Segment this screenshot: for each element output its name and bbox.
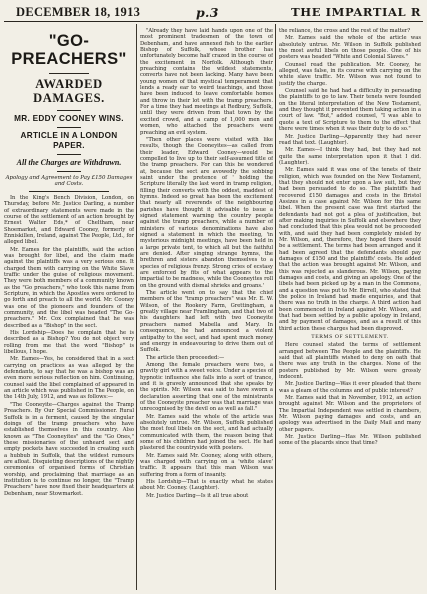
body-paragraph: the reliance, the cross and the rest of the matter? bbox=[279, 28, 411, 34]
column-1 bbox=[4, 28, 134, 590]
column-2 bbox=[140, 28, 273, 590]
headline: "GO-PREACHERS" bbox=[11, 32, 127, 68]
body-paragraph: Mr. Eames said Mr. Cooney, along with others, was charged with carrying on a 'white slave' traffic. It appears that this man Wilson was suffering from a form of insanity. bbox=[140, 452, 273, 478]
body-paragraph: The article went on to say that the chief members of the "tramp preachers" was Mr. E. W. Wilson, of the Rookery Farm, Grettingham, a greatly village near Framlingham, and that two of his daughters had left with two Cooneyite preachers named Mabella and Mary. In consequence, he had announced a violent antipathy to the sect, and had spent much money and energy in endeavouring to drive them out of Suffolk. bbox=[140, 290, 273, 354]
page-mark: p.3 bbox=[196, 5, 219, 20]
body-paragraph: In the King's Bench Division, London, on Thursday, before Mr. Justice Darling, a number of extraordinary statements were made in the course of the settlement of an action brought by Ernest Walter Eds,* of Cheltham, near Shoemarket, and Edward Cooney, formerly of Enniskillen, Ireland, against The People, Ltd., for alleged libel. bbox=[4, 194, 134, 246]
subheadline: AWARDED DAMAGES. bbox=[33, 77, 105, 105]
body-paragraph: Among the female preachers were two, a gravity girl with a sweet voice. Under a species of hypnotic influence she falls into a sort of trance, and it is gravely announced that she speaks by the spirits. Mr. Wilson was said to have sworn a declaration asserting that one of the ministrants of the Cooneyite preacher was that marriage was unrecognised by the devil on as well as fall." bbox=[140, 361, 273, 413]
headline-rule bbox=[49, 73, 89, 74]
deck-line-3: All the Charges are Withdrawn. bbox=[16, 158, 122, 167]
body-paragraph: The article then proceeded:— bbox=[146, 354, 225, 361]
body-paragraph: Mr. Justice Darling—Apparently they had never read that text. (Laughter). bbox=[279, 133, 421, 146]
deck-rule bbox=[57, 171, 81, 172]
body-paragraph: Here counsel stated the terms of settlement arranged between The People and the plaintiffs. He said that all plaintiffs wished to deny on oath that there was any truth in the charges. None of the posters published by Mr. Wilson were grossly indecent. bbox=[279, 342, 421, 380]
body-paragraph: Mr. Eames—Yes, he considered that in a sect carrying on practices as was alleged by the defendants, to say that he was a bishop was an even more serious reflection on him. Continuing, counsel said the libel complained of appeared in an article which was published in The People, on the 14th July, 1912, and was as follows:— bbox=[4, 356, 134, 401]
masthead-rule bbox=[4, 21, 423, 22]
summary-note: Apology and Agreement to Pay £150 Damages and Costs. bbox=[5, 175, 133, 188]
deck-line-1: MR. EDDY COONEY WINS. bbox=[14, 114, 124, 123]
body-paragraph: Mr. Justice Darling—Is it all true about bbox=[146, 492, 249, 499]
section-heading: TERMS OF SETTLEMENT. bbox=[311, 334, 389, 341]
body-paragraph: Counsel read the publication. Mr. Cooney, he alleged, was false, in its course with carrying on the white slave traffic. Mr. Wilson was not found to justify the charge. bbox=[279, 61, 421, 87]
newspaper-title: THE IMPARTIAL R bbox=[291, 5, 421, 19]
column-divider bbox=[275, 24, 276, 590]
body-paragraph: Mr. Justice Darling—Has Mr. Wilson published some of the placards since that time? bbox=[279, 433, 421, 447]
column-3 bbox=[279, 28, 421, 590]
body-paragraph: Mr. Eames said it was one of the tenets of their religion, which was founded on the New Testament, that they should not enter upon a law suit, but they had been persuaded to do so. The plaintiffs had recovered £150 damages and costs in the Bristol Assizes in a case against Mr. Wilson for this same libel. When the present case was first started the defendants had not got a plea of justification, but after making inquiries in Suffolk and elsewhere they had concluded that this plea would not be proceeded with, and said they had been completely misled by Mr. Wilson, and, therefore, they hoped there would be a settlement. The terms had been arranged and it had been agreed that the defendants should pay damages of £150 and the plaintiffs' costs. He added that the action was brought against Mr. Wilson, and this was rejected as slanderous. Mr. Wilson, paying damages and costs, and giving an apology. One of the libels had been picked up by a man in the Commons, and a question was put to Mr. Birrell, who stated that the police in Ireland had made enquiries, and that there was no truth in the charge. A third action had been commenced in Ireland against Mr. Wilson, and that had been settled by a public apology in Ireland, and by payment of damages, and as a result of this third action these charges had been disproved. bbox=[279, 167, 421, 332]
body-paragraph: Counsel said he had had a difficulty in persuading the plaintiffs to go to law. Their tenets were founded on the literal interpretation of the New Testament, and they thought it prevented them taking action in a court of law. "But," added counsel, "I was able to quote a text of Scripture to them to the effect that there were times when it was their duty to do so." bbox=[279, 88, 421, 133]
body-paragraph: "Then other places were visited with like results, though the Cooneyites—as called from their leader, Edward Cooney—would be compelled to live up to their self-assumed title of the tramp preachers. For can this be wondered at, because the sect are avowedly the sobbing saint under the pretence of ' holding the Scripture literally the last word in tramp religion, filling their converts with the oddest, maddest of hymns. Indeed so great has been the excitement that nearly all reverends of the neighbouring parishes have thought it advisable to issue a signed statement warning the country people against the tramp preachers, while a number of ministers of various denominations have also signed a statement in which the meeting, 'in mysterious midnight meetings, have been held in a large private tent, to which all but the faithful are denied. After singing strange hymns, the brethren and sisters abandon themselves to a species of religious frenzy. Strong cries of ecstasy are enforced by fits of what appears to the impartial to be madness, while the Cooneyites roll on the ground with dismal shrieks and groans.' bbox=[140, 136, 273, 289]
masthead bbox=[0, 2, 427, 20]
body-paragraph: Mr. Eames said the whole of the article was absolutely untrue. Mr. Wilson in Suffolk published the most awful libels on those people. One of his posters was headed "White and Colonial Slaves." bbox=[279, 35, 421, 61]
deck-rule bbox=[57, 127, 81, 128]
body-paragraph: Mr. Eames—I think they had, but they had not quite the same interpretation upon it that I did. (Laughter). bbox=[279, 147, 421, 166]
issue-date: DECEMBER 18, 1913 bbox=[16, 5, 141, 19]
body-paragraph: Mr. Eames said the whole of the article was absolutely untrue. Mr. Wilson, Suffolk published the most foul libels on the sect, and had actually communicated with them, the reason being that some of his children had joined the sect. He had plastered the countryside with posters. bbox=[140, 413, 273, 452]
body-paragraph: Mr. Eames said that in November, 1912, an action brought against Mr. Wilson and the proprietors of The Impartial Independent was settled in chambers, Mr. Wilson paying damages and costs, and an apology was advertised in the Daily Mail and many other papers. bbox=[279, 394, 421, 433]
body-paragraph: Mr. Justice Darling—Was it ever pleaded that there was a gleam of the columns and of public interest? bbox=[279, 381, 421, 394]
body-paragraph: His Lordship—That is exactly what he states about Mr. Cooney. (Laughter). bbox=[140, 479, 273, 492]
body-paragraph: "Already they have laid hands upon one of the most prominent tradesmen of the town of Debenham, and have annexed fish to the earlier Bishop of Suffolk, whose brother has unfortunately become half crazed in the course of the excitement in Norfolk. Although their preaching contains the wildest statements, converts have not been lacking. Many have been young women of that mystical temperament that lends a ready ear to weird teachings, and those have been induced to leave comfortable homes and throw in their lot with the tramp preachers. For a time they had meetings at Redbury, Suffolk, until they were driven from that town by the excited crowd, and a camp of 1,000 men and women, who attached the preachers were preaching an evil system. bbox=[140, 28, 273, 136]
deck-line-2: ARTICLE IN A LONDON PAPER. bbox=[20, 131, 118, 150]
body-paragraph: "The Cooneyite—Charges against the Tramp Preachers. By Our Special Commissioner. Rural Suffolk is in a ferment, caused by the singular doings of the tramp preachers who have established themselves in this country. Also known as "The Cooneyites" and the "Go Ones," these missionaries of the unheard sect and empty pockets have succeeded in creating such a hubbub in Suffolk, that the wildest rumours are afloat. Disquieting descriptions of the nightly ceremonies of organised forms of Christian worship, and proclaiming that marriage as an institution is to continue no longer, the "Tramp Preachers" have now fixed their headquarters at Debenham, near Stowmarket. bbox=[4, 401, 134, 497]
body-paragraph: His Lordship—Does he complain that he is described as a Bishop? You do not object very rolling from me that the word "Bishop" is libellous, I hope. bbox=[4, 330, 134, 356]
column-divider bbox=[136, 24, 137, 590]
deck-rule bbox=[57, 110, 81, 111]
body-paragraph: Mr. Eames for the plaintiffs, said the action was brought for libel, and the claim made against the plaintiffs was a very serious one. It charged them with carrying on the White Slave traffic under the guise of religious movement. They were both members of a community known as the "Go preachers," who took this name from Scripture, in which the Apostles were ordered to go forth and preach to all the world. Mr. Cooney was one of the pioneers and founders of the community, and the libel was headed "The Go-preachers." Mr. Cox complained that he was described as a "Bishop" in the sect. bbox=[4, 246, 134, 329]
body-rule bbox=[29, 191, 109, 192]
deck-rule bbox=[57, 154, 81, 155]
